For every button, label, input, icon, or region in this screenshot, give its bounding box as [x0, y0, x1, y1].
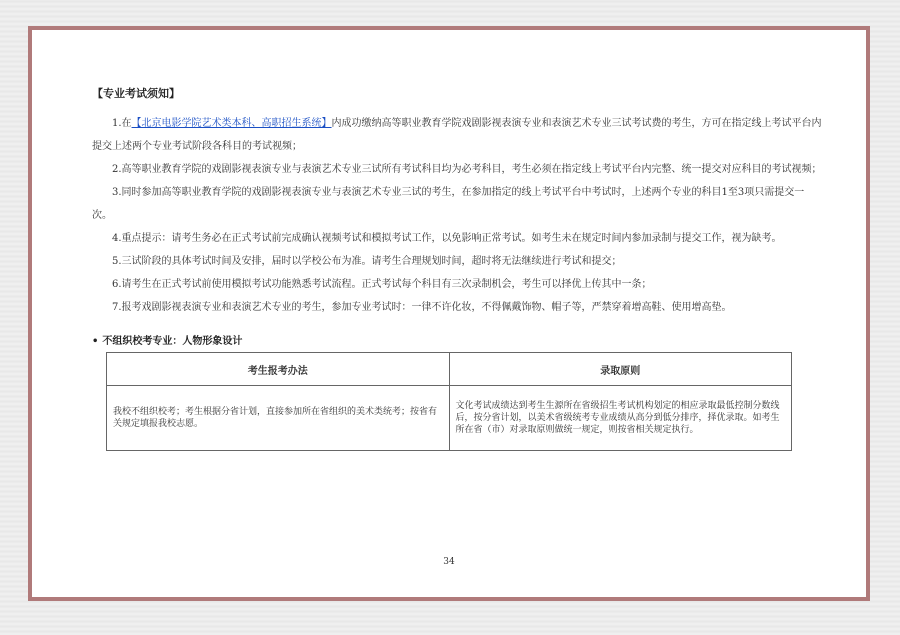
header-application-method: 考生报考办法 [107, 353, 450, 386]
header-admission-principle: 录取原则 [449, 353, 792, 386]
enrollment-system-link[interactable]: 【北京电影学院艺术类本科、高职招生系统】 [131, 118, 332, 129]
bullet-dot: • [92, 336, 99, 347]
table-row [107, 386, 792, 451]
table-heading [92, 335, 822, 349]
admission-table [106, 352, 792, 451]
notice-item-7: 7.报考戏剧影视表演专业和表演艺术专业的考生，参加专业考试时：一律不许化妆，不得佩戴饰物、帽子等，严禁穿着增高鞋、使用增高垫。 [112, 302, 732, 313]
notice-item-3: 3.同时参加高等职业教育学院的戏剧影视表演专业与表演艺术专业三试的考生，在参加指定的线上考试平台中考试时，上述两个专业的科目1至3项只需提交一次。 [92, 187, 805, 221]
notice-item-5: 5.三试阶段的具体考试时间及安排，届时以学校公布为准。请考生合理规划时间，超时将无法继续进行考试和提交； [112, 256, 622, 267]
notice-title: 【专业考试须知】 [92, 87, 180, 100]
page-content [92, 86, 822, 451]
notice-item-1 [92, 112, 822, 158]
notice-item-2: 2.高等职业教育学院的戏剧影视表演专业与表演艺术专业三试所有考试科目均为必考科目，考生必须在指定线上考试平台内完整、统一提交对应科目的考试视频； [112, 164, 822, 175]
page-number: 34 [443, 557, 455, 567]
cell-admission-principle: 文化考试成绩达到考生生源所在省级招生考试机构划定的相应录取最低控制分数线后，按分省计划，以美术省级统考专业成绩从高分到低分排序，择优录取。如考生所在省（市）对录取原则做统一规定，则按省相关规定执行。 [449, 386, 792, 451]
notice-item-1-text: 内成功缴纳高等职业教育学院戏剧影视表演专业和表演艺术专业三试考试费的考生，方可在指定线上考试平台内提交上述两个专业考试阶段各科目的考试视频； [92, 118, 822, 152]
notice-item-6: 6.请考生在正式考试前使用模拟考试功能熟悉考试流程。正式考试每个科目有三次录制机会，考生可以择优上传其中一条； [112, 279, 652, 290]
table-header-row [107, 353, 792, 386]
notice-item-1-prefix: 1.在 [112, 118, 132, 129]
notice-item-4: 4.重点提示：请考生务必在正式考试前完成确认视频考试和模拟考试工作，以免影响正常考试。如考生未在规定时间内参加录制与提交工作，视为缺考。 [112, 233, 782, 244]
document-page [28, 26, 870, 601]
table-heading-text: 不组织校考专业：人物形象设计 [102, 336, 243, 347]
cell-application-method: 我校不组织校考；考生根据分省计划，直接参加所在省组织的美术类统考；按省有关规定填报我校志愿。 [107, 386, 450, 451]
